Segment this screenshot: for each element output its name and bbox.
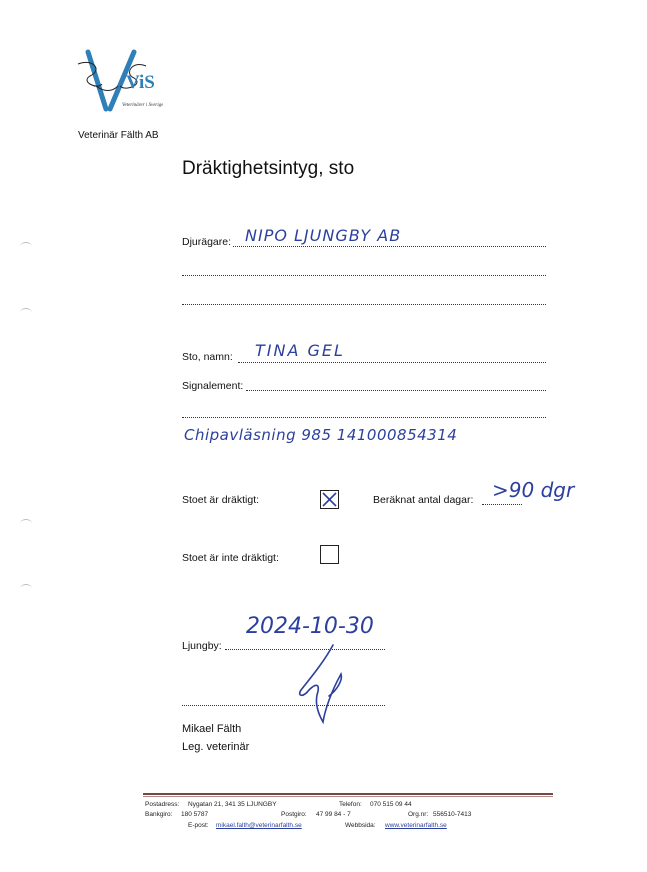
signalement-label: Signalement: [182,380,244,392]
footer-web-label: Webbsida: [345,822,376,829]
owner-line [233,245,546,247]
not-pregnant-label: Stoet är inte dräktigt: [182,552,279,564]
owner-handwritten: NIPO LJUNGBY AB [245,226,402,245]
signature-scribble [285,640,355,730]
logo-subtext: Veterinärer i Sverige [122,103,163,108]
footer-orgnr: 556510-7413 [433,811,472,818]
days-handwritten: >90 dgr [492,478,575,502]
punch-hole-mark [20,308,32,317]
footer-phone-label: Telefon: [339,801,362,808]
signer-name: Mikael Fälth [182,723,242,735]
footer-bankgiro: 180 5787 [181,811,209,818]
vis-logo [68,44,163,119]
punch-hole-mark [20,584,32,593]
footer-orgnr-label: Org.nr: [408,811,429,818]
mare-name-line [238,361,546,363]
footer-web-link[interactable]: www.veterinarfalth.se [385,822,447,829]
place-label: Ljungby: [182,640,222,652]
owner-line-2 [182,274,546,276]
logo-text: ViS [126,72,155,93]
pregnant-label: Stoet är dräktigt: [182,494,260,506]
not-pregnant-checkbox[interactable] [320,545,339,564]
date-handwritten: 2024-10-30 [246,614,374,639]
days-label: Beräknat antal dagar: [373,494,474,506]
footer-email-link[interactable]: mikael.falth@veterinarfalth.se [216,822,302,829]
footer-rule-light [143,796,553,797]
owner-line-3 [182,303,546,305]
days-line [482,503,522,505]
owner-label: Djurägare: [182,236,232,248]
punch-hole-mark [20,242,32,251]
chip-handwritten: Chipavläsning 985 141000854314 [184,426,458,444]
page-title: Dräktighetsintyg, sto [182,158,355,179]
pregnant-checkbox[interactable] [320,490,339,509]
footer-postgiro-label: Postgiro: [281,811,307,818]
signalement-line-2 [182,416,546,418]
footer-bankgiro-label: Bankgiro: [145,811,173,818]
footer-rule [143,793,553,795]
company-name: Veterinär Fälth AB [78,130,159,141]
footer-address-label: Postadress: [145,801,180,808]
punch-hole-mark [20,519,32,528]
signer-title: Leg. veterinär [182,741,250,753]
signalement-line [246,389,546,391]
footer-phone: 070 515 09 44 [370,801,412,808]
footer-address: Nygatan 21, 341 35 LJUNGBY [188,801,277,808]
footer-email-label: E-post: [188,822,209,829]
footer-postgiro: 47 99 84 - 7 [316,811,351,818]
mare-name-handwritten: TINA GEL [255,341,345,360]
mare-name-label: Sto, namn: [182,351,233,363]
